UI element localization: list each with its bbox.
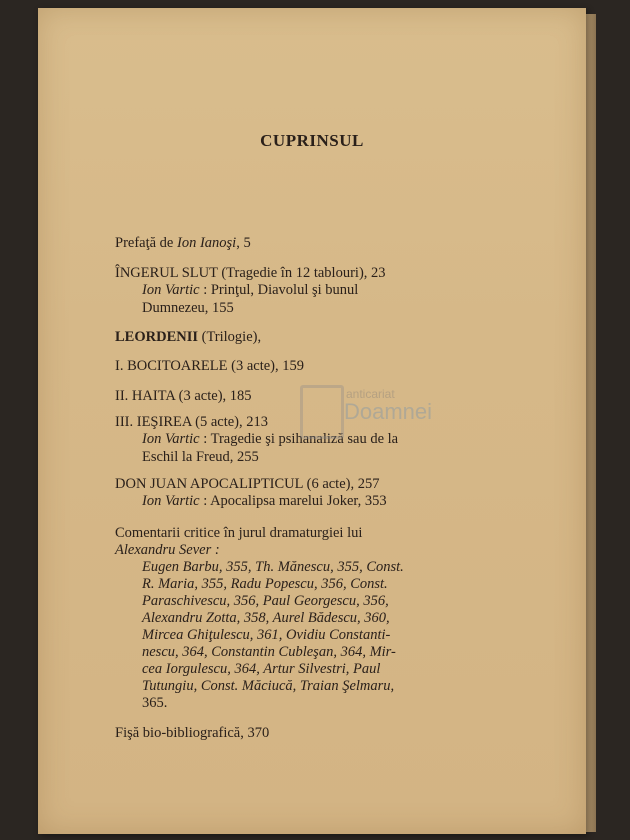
toc-entry-comentarii: Comentarii critice în jurul dramaturgiei lui <box>115 525 363 541</box>
toc-entry-haita: II. HAITA (3 acte), 185 <box>115 388 252 404</box>
critic-line: Paraschivescu, 356, Paul Georgescu, 356, <box>142 593 389 609</box>
critic-line: Mircea Ghiţulescu, 361, Ovidiu Constanti- <box>142 627 391 643</box>
critic-line: R. Maria, 355, Radu Popescu, 356, Const. <box>142 576 388 592</box>
toc-entry-leordenii: LEORDENII (Trilogie), <box>115 329 262 345</box>
toc-entry-donjuan: DON JUAN APOCALIPTICUL (6 acte), 257 <box>115 476 380 492</box>
toc-entry-bocitoarele: I. BOCITOARELE (3 acte), 159 <box>115 358 305 374</box>
critic-line: Alexandru Zotta, 358, Aurel Bădescu, 360, <box>142 610 390 626</box>
watermark-frame-icon <box>300 385 344 439</box>
page-edge <box>586 14 596 832</box>
page-title: CUPRINSUL <box>260 131 364 150</box>
toc-entry-prefata: Prefaţă de Ion Ianoşi, 5 <box>115 235 251 251</box>
toc-sub-ingerul-cont: Dumnezeu, 155 <box>142 300 234 316</box>
toc-sub-donjuan: Ion Vartic : Apocalipsa marelui Joker, 353 <box>142 493 387 509</box>
toc-entry-ingerul: ÎNGERUL SLUT (Tragedie în 12 tablouri), 23 <box>115 265 386 281</box>
toc-sub-iesirea-cont: Eschil la Freud, 255 <box>142 449 259 465</box>
toc-sub-ingerul: Ion Vartic : Prinţul, Diavolul şi bunul <box>142 282 359 298</box>
toc-entry-iesirea: III. IEŞIREA (5 acte), 213 <box>115 414 269 430</box>
critic-line: Eugen Barbu, 355, Th. Mănescu, 355, Const. <box>142 559 404 575</box>
critic-line: cea Iorgulescu, 364, Artur Silvestri, Paul <box>142 661 381 677</box>
toc-sub-iesirea: Ion Vartic : Tragedie şi psihanaliză sau de la <box>142 431 399 447</box>
critic-line: 365. <box>142 695 168 711</box>
toc-entry-comentarii-author: Alexandru Sever : <box>115 542 220 558</box>
watermark-logo: anticariat Doamnei <box>300 385 460 445</box>
toc-entry-fisa: Fişă bio-bibliografică, 370 <box>115 725 270 741</box>
critic-line: Tutungiu, Const. Măciucă, Traian Şelmaru, <box>142 678 395 694</box>
book-page <box>38 8 586 834</box>
critic-line: nescu, 364, Constantin Cubleşan, 364, Mir- <box>142 644 396 660</box>
